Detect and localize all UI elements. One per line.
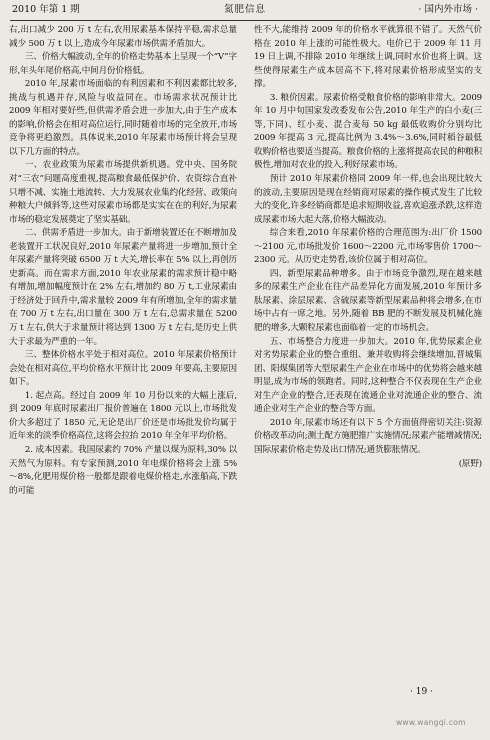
paragraph: 综合来看,2010 年尿素价格的合理范围为:出厂价 1500～2100 元,市场批发价 1600～2200 元,市场零售价 1700～2300 元。从历史走势看,该价位属于相对高位。 [254,228,482,266]
paragraph: 2. 成本因素。我国尿素约 70% 产量以煤为原料,30% 以天然气为原料。有专家预测,2010 年电煤价格将会上涨 5%～8%,化肥用煤价格一般都是跟着电煤价格走,水涨船高,下跌的可能 [9,444,237,496]
paragraph: 3. 粮价因素。尿素价格受粮食价格的影响非常大。2009 年 10 月中旬国家发改委发布公告,2010 年生产的白小麦(三等,下同)、红小麦、混合麦每 50 kg 最低收购价分别均比 2009 年提高 3 元,提高比例为 3.4%～3.6%,同时稻谷最低收购价格也要适当提高。粮食价格的上涨将提高农民的种粮积极性,增加对农业的投入,利好尿素市场。 [254,92,482,171]
paragraph: 三、价格大幅波动,全年的价格走势基本上呈现一个“V”字形,年头年尾价格高,中间月份价格低。 [9,52,237,76]
paragraph: 1. 起点高。经过自 2009 年 10 月份以来的大幅上涨后,到 2009 年底时尿素出厂报价普遍在 1800 元以上,市场批发价大多超过了 1850 元,无论是出厂价还是市场批发价均属于近年来的淡季价格高位,这将会拉抬 2010 年全年平均价格。 [9,390,237,442]
paragraph: 2010 年,尿素市场还有以下 5 个方面值得密切关注:资源价格改革动向;测土配方施肥推广实施情况;尿素产能增减情况;国际尿素价格走势及出口情况;通货膨胀情况。 [254,417,482,455]
paragraph: 右,出口减少 200 万 t 左右,农用尿素基本保持平稳,需求总量减少 500 万 t 以上,造成今年尿素市场供需矛盾加大。 [9,25,237,49]
paragraph: 五、市场整合力度进一步加大。2010 年,优势尿素企业对劣势尿素企业的整合重组、兼并收购将会继续增加,晋城集团、阳煤集团等大型尿素生产企业在市场中的优势将会越来越明显,成为市场的领跑者。同时,这种整合不仅表现在生产企业对生产企业的整合,还表现在流通企业对流通企业的整合、流通企业对生产企业的整合等方面。 [254,336,482,415]
paragraph: 二、供需矛盾进一步加大。由于新增装置还在不断增加及老装置开工状况良好,2010 年尿素产量将进一步增加,预计全年尿素产量将突破 6500 万 t 大关,增长率在 5% 以上,再创历史新高。而在需求方面,2010 年农业尿素的需求预计稳中略有增加,增加幅度预计在 2% 左右,增加约 80 万 t,工业尿素由于经济处于回升中,需求量较 2009 年有所增加,全年的需求量在 700 万 t 左右,出口量在 300 万 t 左右,总需求量在 5200 万 t 左右,供大于求量预计将达到 1300 万 t 左右,是历史上供大于求最为严重的一年。 [9,228,237,347]
page-number: · 19 · [410,687,433,697]
paragraph: 一、农业政策为尿素市场提供新机遇。党中央、国务院对“三农”问题高度重视,提高粮食最低保护价、农资综合直补只增不减、实施土地流转、大力发展农业集约化经营、政策向种粮大户倾斜等,这些对尿素市场都是实实在在的利好,为尿素市场的稳定发展奠定了坚实基础。 [9,160,237,225]
section-label: · 国内外市场 · [418,4,478,15]
right-column [254,24,482,471]
left-column [9,24,237,498]
watermark: www.wangqi.com [396,718,466,727]
paragraph: 性不大,能维持 2009 年的价格水平就算很不错了。天然气价格在 2010 年上涨的可能性极大。电价已于 2009 年 11 月 19 日上调,不排除 2010 年继续上调,同时水价也将上调。这些使得尿素生产成本居高不下,将对尿素价格形成坚实的支撑。 [254,25,482,90]
issue-label: 2010 年第 1 期 [12,4,80,15]
paragraph: 预计 2010 年尿素价格同 2009 年一样,也会出现比较大的波动,主要原因是现在经销商对尿素的操作模式发生了比较大的变化,许多经销商都是追求短期收益,喜欢追涨杀跌,这样造成尿素市场大起大落,价格大幅波动。 [254,174,482,225]
header-rule [10,20,480,21]
paragraph: 2010 年,尿素市场面临的有利因素和不利因素都比较多,挑战与机遇并存,风险与收益同在。市场需求状况预计比 2009 年相对要好些,但供需矛盾会进一步加大,由于生产成本的影响,价格会在相对高位运行,同时随着市场的完全放开,市场竞争将更趋激烈。具体说来,2010 年尿素市场预计将会呈现以下几方面的特点。 [9,79,237,157]
paragraph: 三、整体价格水平处于相对高位。2010 年尿素价格预计会处在相对高位,平均价格水平预计比 2009 年要高,主要原因如下。 [9,350,237,388]
journal-title: 氮肥信息 [223,4,266,15]
author-signature: (原野) [458,458,482,469]
running-header [12,3,478,17]
paragraph: 四、新型尿素品种增多。由于市场竞争激烈,现在越来越多的尿素生产企业在往产品差异化方面发展,2010 年预计多肽尿素、涂层尿素、含硫尿素等新型尿素品种将会增多,在市场中占有一席之地。另外,随着 BB 肥的不断发展及机械化施肥的增多,大颗粒尿素也面临着一定的市场机会。 [254,268,482,334]
